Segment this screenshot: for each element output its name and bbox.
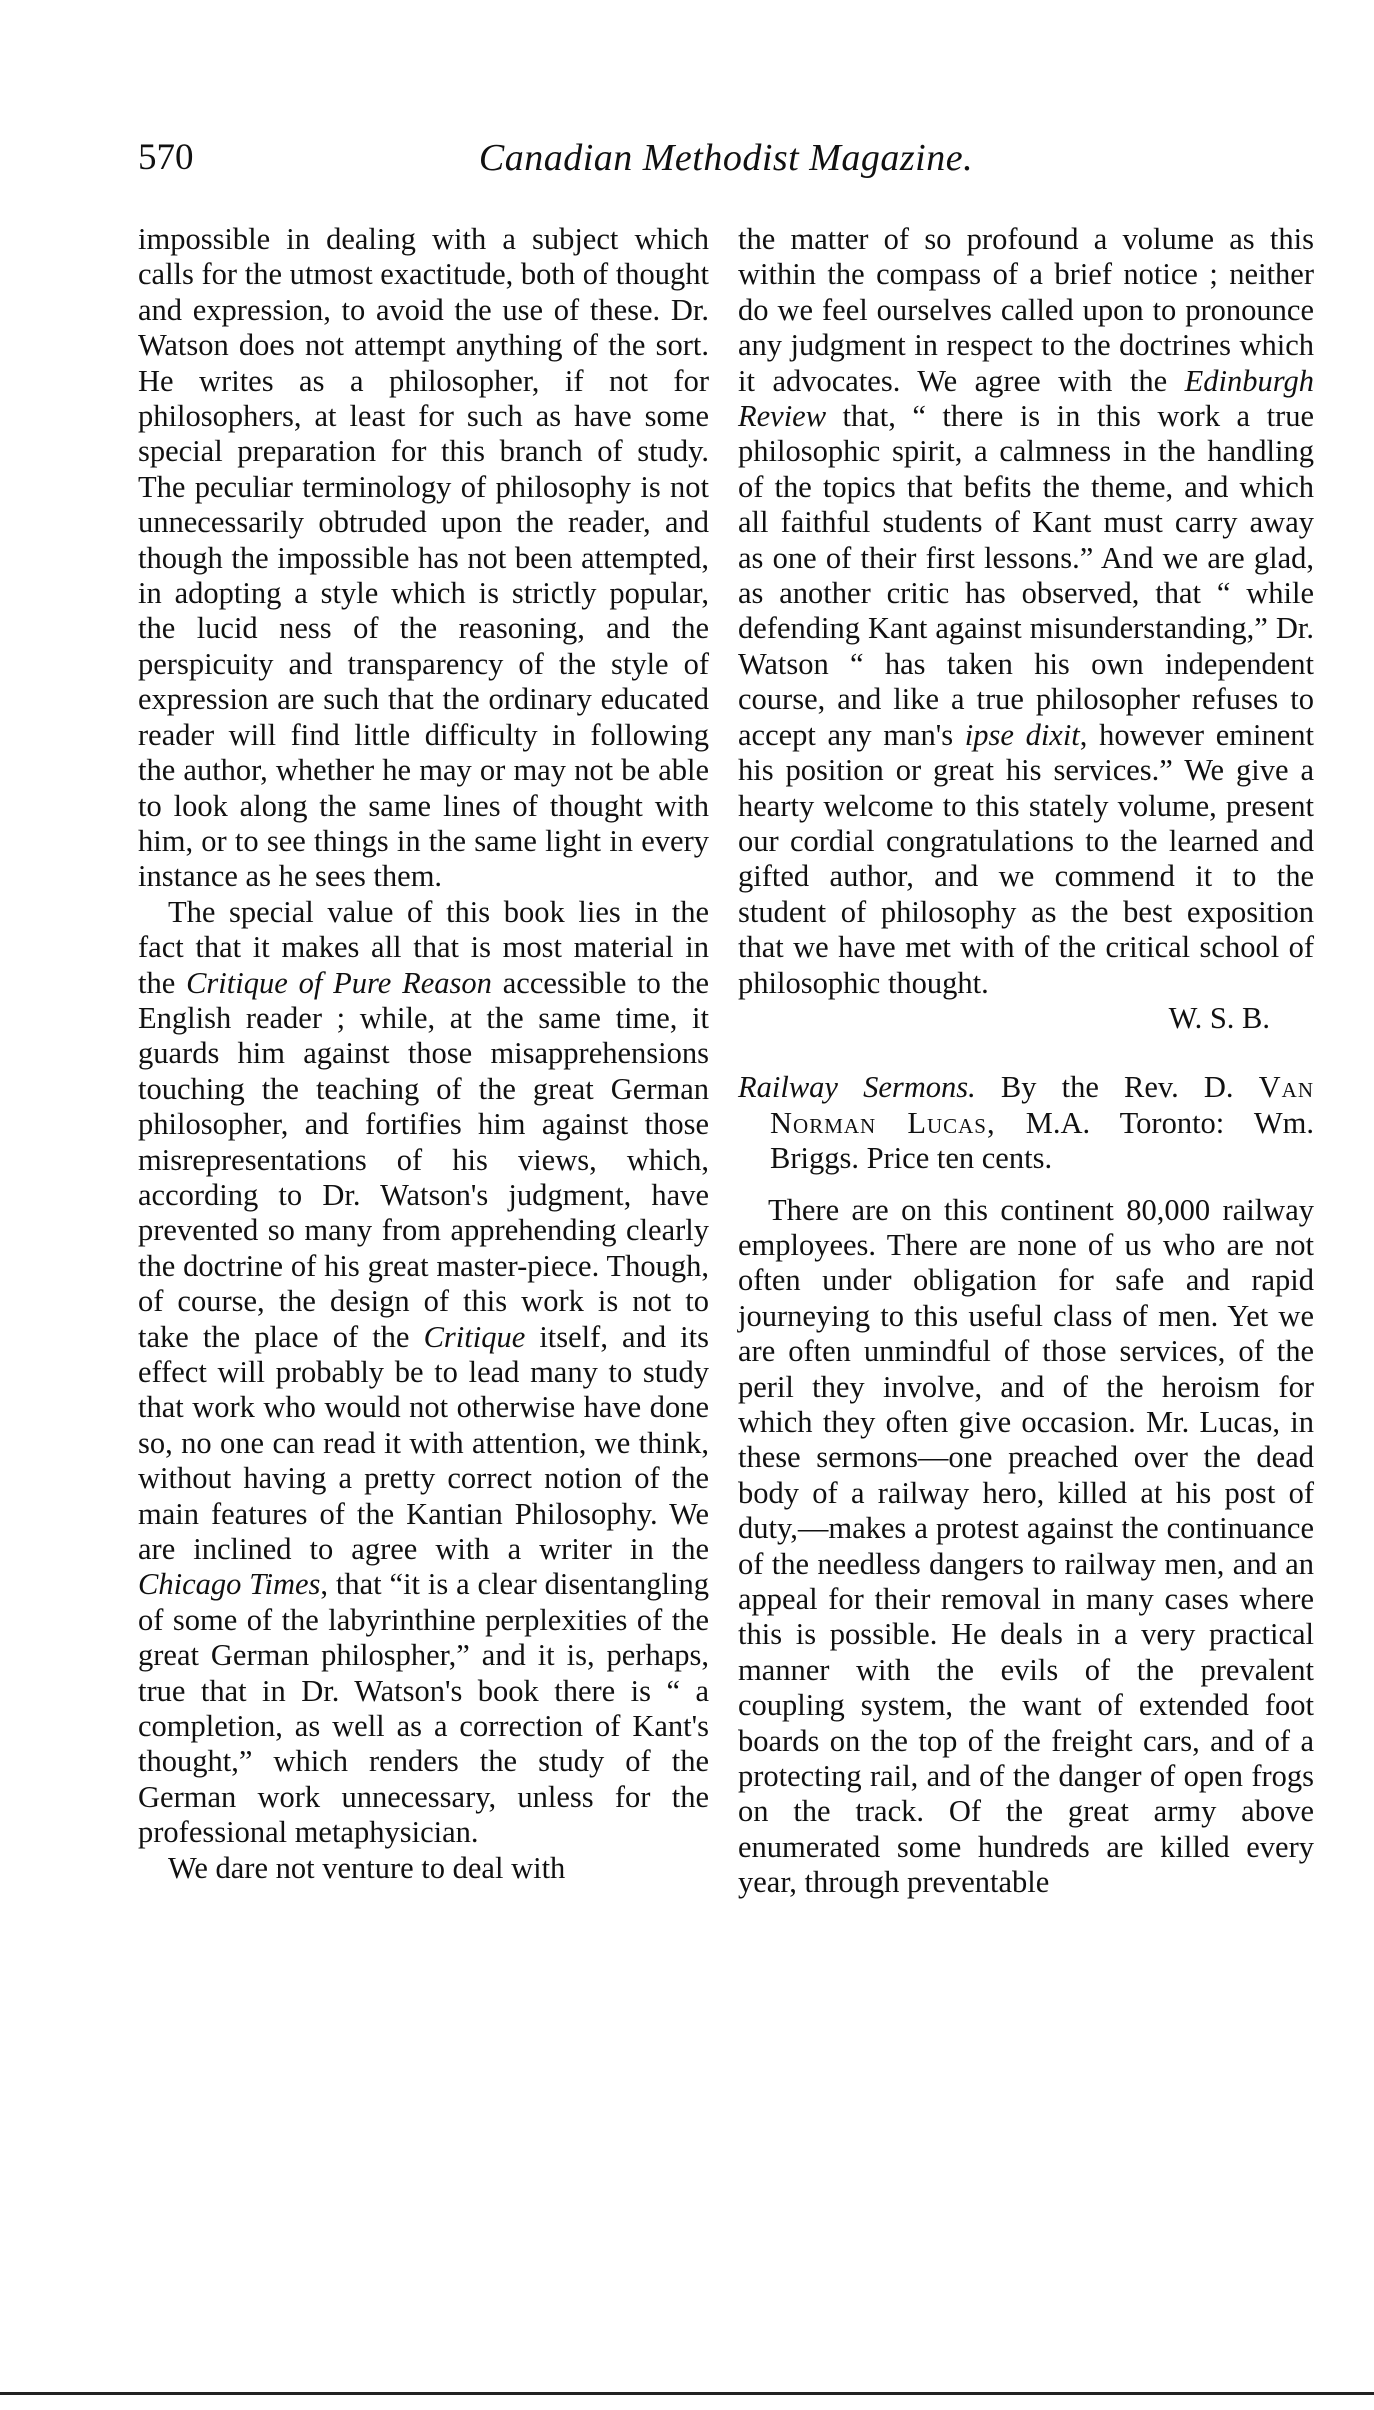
review-heading xyxy=(738,1070,1314,1176)
author-name: Van Norman Lucas, xyxy=(770,1070,1315,1140)
left-paragraph-2 xyxy=(138,895,709,1851)
right-paragraph-2 xyxy=(738,1193,1314,1901)
italic-title-chicago-times: Chicago Times xyxy=(138,1567,321,1602)
left-paragraph-1 xyxy=(138,222,709,895)
left-paragraph-3 xyxy=(138,1851,709,1886)
text-run: By the Rev. D. xyxy=(975,1070,1259,1105)
bottom-rule xyxy=(0,2392,1374,2395)
text-run: , that “it is a clear disentangling of some of the labyrinthine perplexities of the great German philospher,” and it is, perhaps, true that in Dr. Watson's book there is “ a completion, as well as a correction of Kant's thought,” which renders the study of the German work unnecessary, unless for the professional metaphysician. xyxy=(138,1567,709,1850)
italic-title-edinburgh-review: Edinburgh Review xyxy=(738,363,1314,434)
text-run: The special value of this book lies in the fact that it makes all that is most material in the xyxy=(138,894,709,1000)
text-run: that, “ there is in this work a true philosophic spirit, a calmness in the handling of the topics that befits the theme, and which all faithful students of Kant must carry away as one of their first lessons.” And we are glad, as another critic has observed, that “ while defending Kant against misunderstanding,” Dr. Watson “ has taken his own independent course, and like a true philosopher refuses to accept any man's xyxy=(738,399,1314,752)
italic-title-critique-of-pure-reason: Critique of Pure Reason xyxy=(186,965,492,1000)
text-run: There are on this continent 80,000 railway employees. There are none of us who are not often under obligation for safe and rapid journeying to this useful class of men. Yet we are often unmindful of those services, of the peril they involve, and of the heroism for which they often give occasion. Mr. Lucas, in these sermons—one preached over the dead body of a railway hero, killed at his post of duty,—makes a protest against the continuance of the needless dangers to railway men, and an appeal for their removal in many cases where this is possible. He deals in a very practical manner with the evils of the prevalent coupling system, the want of extended foot boards on the top of the freight cars, and of a protecting rail, and of the danger of open frogs on the track. Of the great army above enumerated some hundreds are killed every year, through preventable xyxy=(738,1192,1314,1900)
italic-title-critique: Critique xyxy=(423,1319,526,1354)
right-column xyxy=(738,222,1314,1901)
book-title-railway-sermons: Railway Sermons. xyxy=(738,1070,976,1105)
text-run: M.A. xyxy=(995,1105,1091,1140)
italic-phrase-ipse-dixit: ipse dixit xyxy=(964,717,1080,752)
text-run: We dare not venture to deal with xyxy=(168,1850,566,1885)
publisher-info: Toronto: Wm. Briggs. Price ten cents. xyxy=(770,1105,1314,1176)
text-run: accessible to the English reader ; while, at the same time, it guards him against those misapprehensions touching the teaching of the great German philosopher, and fortifies him against those misrepresentations of his views, which, according to Dr. Watson's judgment, have prevented so many from apprehending clearly the doctrine of his great master-piece. Though, of course, the design of this work is not to take the place of the xyxy=(138,965,710,1354)
text-run: impossible in dealing with a subject which calls for the utmost exactitude, both of thought and expression, to avoid the use of these. Dr. Watson does not attempt anything of the sort. He writes as a philosopher, if not for philosophers, at least for such as have some special preparation for this branch of study. The peculiar terminology of philosophy is not unnecessarily obtruded upon the reader, and though the impossible has not been attempted, in adopting a style which is strictly popular, the lucid ness of the reasoning, and the perspicuity and transparency of the style of expression are such that the ordinary educated reader will find little difficulty in following the author, whether he may or may not be able to look along the same lines of thought with him, or to see things in the same light in every instance as he sees them. xyxy=(138,222,709,894)
page-number: 570 xyxy=(138,137,194,178)
journal-title: Canadian Methodist Magazine. xyxy=(478,137,974,179)
text-run: , however eminent his position or great his services.” We give a hearty welcome to this stately volume, present our cordial congratulations to the learned and gifted author, and we commend it to the student of philosophy as the best exposition that we have met with of the critical school of philosophic thought. xyxy=(738,717,1314,1000)
text-run: itself, and its effect will probably be to lead many to study that work who would not otherwise have done so, no one can read it with attention, we think, without having a pretty correct notion of the main features of the Kantian Philosophy. We are inclined to agree with a writer in the xyxy=(138,1319,709,1567)
right-paragraph-1 xyxy=(738,222,1314,1001)
review-signature: W. S. B. xyxy=(1168,1000,1270,1035)
left-column xyxy=(138,222,709,1886)
text-run: the matter of so profound a volume as this within the compass of a brief notice ; neither do we feel ourselves called upon to pronounce any judgment in respect to the doctrines which it advocates. We agree with the xyxy=(738,222,1314,398)
running-head xyxy=(138,128,1314,188)
